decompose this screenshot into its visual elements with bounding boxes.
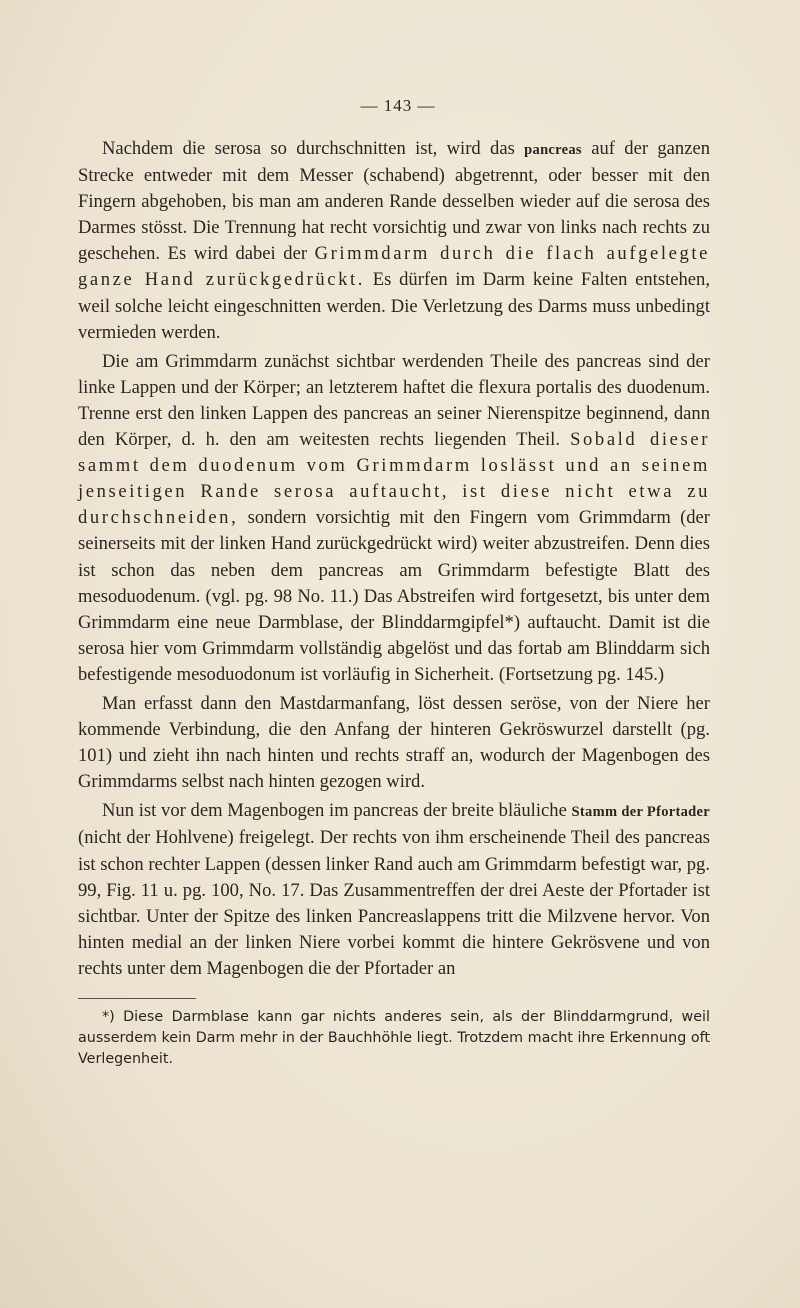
text-run: (nicht der Hohlvene) freigelegt. Der rechts von ihm erscheinende Theil des pancreas ist schon rechter Lappen (dessen linker Rand auch am Grimmdarm befestigt war, pg. 99, Fig. 11 u. pg. 100, No. 17. Das Zusammentreffen der drei Aeste der Pfortader ist sichtbar. Unter der Spitze des linken Pancreaslappens tritt die Milzvene hervor. Von hinten medial an der linken Niere vorbei kommt die hintere Gekrösvene und von rechts unter dem Magenbogen die der Pfortader an xyxy=(78,827,710,979)
spaced-emphasis: Sobald dieser sammt dem duodenum vom Grimmdarm loslässt und an seinem jenseitigen Rande serosa auftaucht, ist diese nicht etwa zu durchschneiden, xyxy=(78,429,711,529)
paragraph-4 xyxy=(78,798,710,982)
page-number: — 143 — xyxy=(360,96,436,115)
spaced-emphasis: Grimmdarm durch die flach aufgelegte ganze Hand zurückgedrückt. xyxy=(78,243,710,291)
paragraph-1 xyxy=(78,136,710,346)
text-run: auf der ganzen Strecke entweder mit dem Messer (schabend) abgetrennt, oder besser mit den Fingern abgehoben, bis man am anderen Rande desselben wieder auf die serosa des Darmes stösst. Die Trennung hat recht vorsichtig und zwar von links nach rechts zu geschehen. Es wird dabei der xyxy=(78,138,710,265)
text-run: Nachdem die serosa so durchschnitten ist, wird das xyxy=(102,138,525,159)
paragraph-3 xyxy=(78,691,710,795)
paragraph-2 xyxy=(78,349,710,688)
footnote xyxy=(78,1007,710,1070)
footnote-text: *) Diese Darmblase kann gar nichts anderes sein, als der Blinddarmgrund, weil ausserdem kein Darm mehr in der Bauchhöhle liegt. Trotzdem macht ihre Erkennung oft Verlegenheit. xyxy=(78,1009,710,1067)
footnote-rule xyxy=(78,998,196,999)
text-run: Die am Grimmdarm zunächst sichtbar werdenden Theile des pancreas sind der linke Lappen und der Körper; an letzterem haftet die flexura portalis des duodenum. Trenne erst den linken Lappen des pancreas an seiner Nierenspitze beginnend, dann den Körper, d. h. den am weitesten rechts liegenden Theil. xyxy=(78,350,710,451)
body-text xyxy=(78,136,710,982)
text-run: Es dürfen im Darm keine Falten entstehen, weil solche leicht eingeschnitten werden. Die Verletzung des Darms muss unbedingt vermieden werden. xyxy=(78,269,711,343)
text-run: Man erfasst dann den Mastdarmanfang, löst dessen seröse, von der Niere her kommende Verbindung, die den Anfang der hinteren Gekröswurzel darstellt (pg. 101) und zieht ihn nach hinten und rechts straff an, wodurch der Magenbogen des Grimmdarms selbst nach hinten gezogen wird. xyxy=(78,692,710,793)
bold-term: pancreas xyxy=(524,142,582,158)
bold-term: Stamm der Pfortader xyxy=(571,804,710,821)
text-run: sondern vorsichtig mit den Fingern vom Grimmdarm (der seinerseits mit der linken Hand zurückgedrückt wird) weiter abzustreifen. Denn dies ist schon das neben dem pancreas am Grimmdarm befestigte Blatt des mesoduodenum. (vgl. pg. 98 No. 11.) Das Abstreifen wird fortgesetzt, bis unter dem Grimmdarm eine neue Darmblase, der Blinddarmgipfel*) auftaucht. Damit ist die serosa hier vom Grimmdarm vollständig abgelöst und das fortab am Blinddarm sich befestigende mesoduodonum ist vorläufig in Sicherheit. (Fortsetzung pg. 145.) xyxy=(78,507,710,685)
text-run: Nun ist vor dem Magenbogen im pancreas der breite bläuliche xyxy=(102,800,572,822)
